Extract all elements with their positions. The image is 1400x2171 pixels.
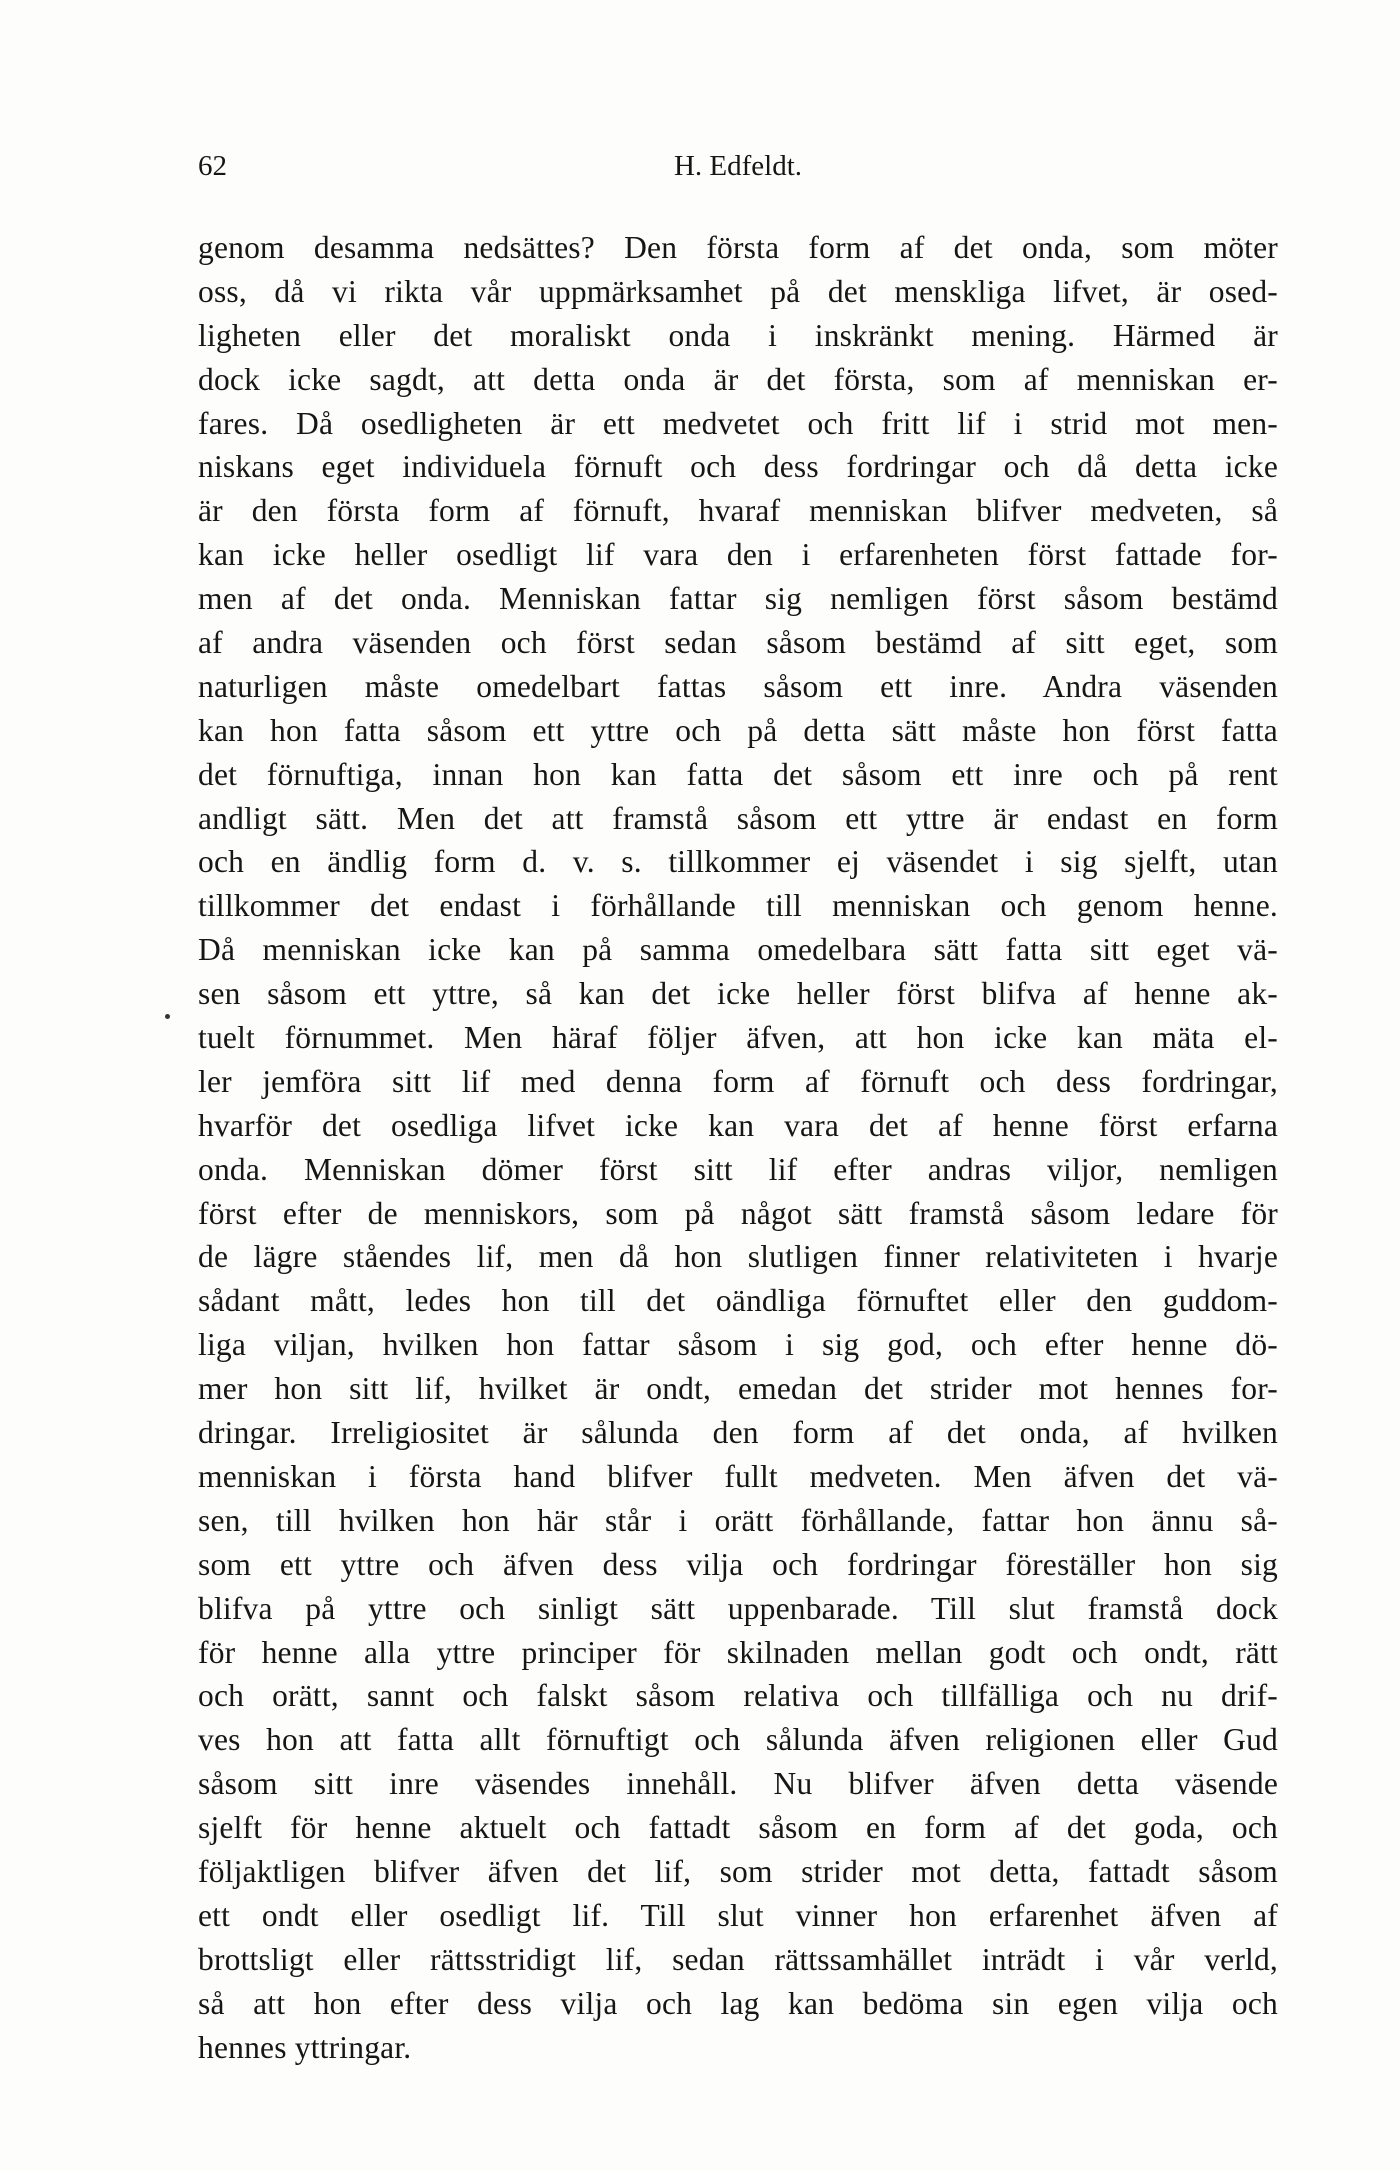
- text-line: fares. Då osedligheten är ett medvetet och fritt lif i strid mot men-: [198, 405, 1278, 441]
- running-title: H. Edfeldt.: [673, 150, 803, 182]
- text-line: andligt sätt. Men det att framstå såsom ett yttre är endast en form: [198, 800, 1278, 836]
- text-line: menniskan i första hand blifver fullt medveten. Men äfven det vä-: [198, 1458, 1278, 1494]
- text-line: sådant mått, ledes hon till det oändliga förnuftet eller den guddom-: [198, 1283, 1278, 1319]
- text-line: dock icke sagdt, att detta onda är det första, som af menniskan er-: [198, 361, 1278, 397]
- text-line: oss, då vi rikta vår uppmärksamhet på det menskliga lifvet, är osed-: [198, 273, 1278, 309]
- text-line: men af det onda. Menniskan fattar sig nemligen först såsom bestämd: [198, 581, 1278, 617]
- text-line: af andra väsenden och först sedan såsom bestämd af sitt eget, som: [198, 625, 1278, 661]
- running-head: [198, 146, 1278, 186]
- text-line: såsom sitt inre väsendes innehåll. Nu blifver äfven detta väsende: [198, 1766, 1278, 1802]
- text-line: sen såsom ett yttre, så kan det icke heller först blifva af henne ak-: [198, 976, 1278, 1012]
- text-line: ves hon att fatta allt förnuftigt och sålunda äfven religionen eller Gud: [198, 1722, 1278, 1758]
- text-line-last: hennes yttringar.: [198, 2029, 412, 2065]
- text-line: Då menniskan icke kan på samma omedelbara sätt fatta sitt eget vä-: [198, 932, 1278, 968]
- text-line: tillkommer det endast i förhållande till menniskan och genom henne.: [198, 888, 1278, 924]
- text-line: så att hon efter dess vilja och lag kan bedöma sin egen vilja och: [198, 1985, 1278, 2021]
- text-line: hvarför det osedliga lifvet icke kan vara det af henne först erfarna: [198, 1107, 1278, 1143]
- text-line: naturligen måste omedelbart fattas såsom ett inre. Andra väsenden: [198, 668, 1278, 704]
- text-line: ligheten eller det moraliskt onda i inskränkt mening. Härmed är: [198, 317, 1278, 353]
- text-line: niskans eget individuela förnuft och dess fordringar och då detta icke: [198, 449, 1278, 485]
- text-line: som ett yttre och äfven dess vilja och fordringar föreställer hon sig: [198, 1546, 1278, 1582]
- text-line: dringar. Irreligiositet är sålunda den form af det onda, af hvilken: [198, 1415, 1278, 1451]
- text-line: först efter de menniskors, som på något sätt framstå såsom ledare för: [198, 1195, 1278, 1231]
- text-line: ler jemföra sitt lif med denna form af förnuft och dess fordringar,: [198, 1063, 1278, 1099]
- text-line: kan hon fatta såsom ett yttre och på detta sätt måste hon först fatta: [198, 712, 1278, 748]
- margin-dot-mark: [165, 1014, 170, 1019]
- text-line: sjelft för henne aktuelt och fattadt såsom en form af det goda, och: [198, 1810, 1278, 1846]
- text-line: mer hon sitt lif, hvilket är ondt, emedan det strider mot hennes for-: [198, 1371, 1278, 1407]
- text-line: de lägre ståendes lif, men då hon slutligen finner relativiteten i hvarje: [198, 1239, 1278, 1275]
- text-line: tuelt förnummet. Men häraf följer äfven, att hon icke kan mäta el-: [198, 1020, 1278, 1056]
- text-line: ett ondt eller osedligt lif. Till slut vinner hon erfarenhet äfven af: [198, 1897, 1278, 1933]
- text-line: liga viljan, hvilken hon fattar såsom i sig god, och efter henne dö-: [198, 1327, 1278, 1363]
- text-line: följaktligen blifver äfven det lif, som strider mot detta, fattadt såsom: [198, 1853, 1278, 1889]
- text-line: och orätt, sannt och falskt såsom relativa och tillfälliga och nu drif-: [198, 1678, 1278, 1714]
- text-line: för henne alla yttre principer för skilnaden mellan godt och ondt, rätt: [198, 1634, 1278, 1670]
- text-line: blifva på yttre och sinligt sätt uppenbarade. Till slut framstå dock: [198, 1590, 1278, 1626]
- text-line: det förnuftiga, innan hon kan fatta det såsom ett inre och på rent: [198, 756, 1278, 792]
- body-text: [198, 226, 1278, 2069]
- text-line: brottsligt eller rättsstridigt lif, sedan rättssamhället inträdt i vår verld,: [198, 1941, 1278, 1977]
- text-line: är den första form af förnuft, hvaraf menniskan blifver medveten, så: [198, 493, 1278, 529]
- text-line: genom desamma nedsättes? Den första form af det onda, som möter: [198, 230, 1278, 265]
- text-line: sen, till hvilken hon här står i orätt förhållande, fattar hon ännu så-: [198, 1502, 1278, 1538]
- page-number: 62: [198, 150, 227, 182]
- text-line: onda. Menniskan dömer först sitt lif efter andras viljor, nemligen: [198, 1151, 1278, 1187]
- text-line: kan icke heller osedligt lif vara den i erfarenheten först fattade for-: [198, 537, 1278, 573]
- text-line: och en ändlig form d. v. s. tillkommer ej väsendet i sig sjelft, utan: [198, 844, 1278, 880]
